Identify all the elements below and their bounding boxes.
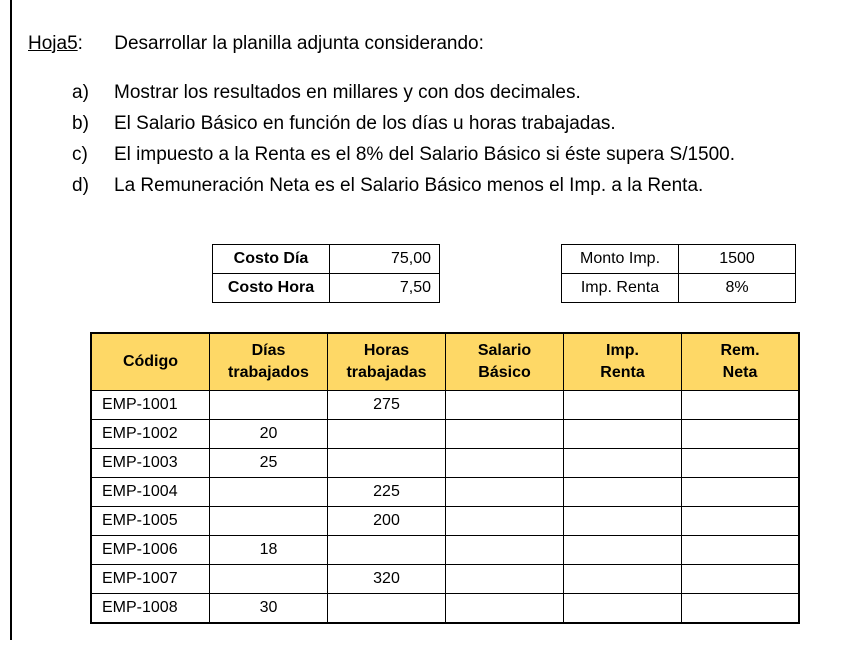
header-net: Rem. Neta bbox=[682, 333, 800, 391]
cell-hours[interactable]: 275 bbox=[328, 391, 446, 420]
param-value[interactable]: 75,00 bbox=[330, 245, 440, 274]
header-salary: Salario Básico bbox=[446, 333, 564, 391]
cell-days[interactable]: 30 bbox=[210, 594, 328, 624]
tax-label: Imp. Renta bbox=[562, 274, 679, 303]
cell-salary[interactable] bbox=[446, 594, 564, 624]
table-row bbox=[91, 420, 799, 449]
header-days: Días trabajados bbox=[210, 333, 328, 391]
instruction-letter: d) bbox=[72, 175, 89, 196]
cell-code[interactable]: EMP-1003 bbox=[91, 449, 210, 478]
title-text: Desarrollar la planilla adjunta considerando: bbox=[114, 33, 484, 54]
cell-days[interactable] bbox=[210, 391, 328, 420]
cell-tax[interactable] bbox=[564, 478, 682, 507]
instruction-text: Mostrar los resultados en millares y con dos decimales. bbox=[114, 82, 581, 103]
instruction-letter: b) bbox=[72, 113, 89, 134]
cell-salary[interactable] bbox=[446, 420, 564, 449]
table-header-row bbox=[91, 333, 799, 391]
cell-net[interactable] bbox=[682, 478, 800, 507]
cell-tax[interactable] bbox=[564, 391, 682, 420]
instruction-text: El impuesto a la Renta es el 8% del Salario Básico si éste supera S/1500. bbox=[114, 144, 736, 165]
page-title bbox=[28, 33, 484, 55]
tax-value[interactable]: 1500 bbox=[679, 245, 796, 274]
header-code: Código bbox=[91, 333, 210, 391]
cell-net[interactable] bbox=[682, 420, 800, 449]
table-row bbox=[91, 478, 799, 507]
tax-row bbox=[562, 274, 796, 303]
cell-salary[interactable] bbox=[446, 565, 564, 594]
instruction-text: La Remuneración Neta es el Salario Básico menos el Imp. a la Renta. bbox=[114, 175, 704, 196]
cell-days[interactable]: 25 bbox=[210, 449, 328, 478]
cell-days[interactable]: 20 bbox=[210, 420, 328, 449]
param-row bbox=[213, 245, 440, 274]
cell-net[interactable] bbox=[682, 507, 800, 536]
instruction-item bbox=[72, 80, 735, 111]
instruction-item bbox=[72, 142, 735, 173]
cell-hours[interactable]: 200 bbox=[328, 507, 446, 536]
cell-days[interactable]: 18 bbox=[210, 536, 328, 565]
cell-net[interactable] bbox=[682, 449, 800, 478]
payroll-table bbox=[90, 332, 800, 624]
cell-code[interactable]: EMP-1001 bbox=[91, 391, 210, 420]
cell-salary[interactable] bbox=[446, 536, 564, 565]
cost-params-table bbox=[212, 244, 440, 303]
tax-label: Monto Imp. bbox=[562, 245, 679, 274]
cell-hours[interactable] bbox=[328, 449, 446, 478]
page-left-border bbox=[10, 0, 12, 640]
instruction-letter: a) bbox=[72, 82, 89, 103]
tax-value[interactable]: 8% bbox=[679, 274, 796, 303]
table-row bbox=[91, 536, 799, 565]
title-separator: : bbox=[77, 33, 83, 54]
cell-tax[interactable] bbox=[564, 420, 682, 449]
cell-net[interactable] bbox=[682, 391, 800, 420]
cell-tax[interactable] bbox=[564, 449, 682, 478]
cell-net[interactable] bbox=[682, 594, 800, 624]
cell-salary[interactable] bbox=[446, 507, 564, 536]
cell-salary[interactable] bbox=[446, 391, 564, 420]
cell-salary[interactable] bbox=[446, 449, 564, 478]
cell-days[interactable] bbox=[210, 478, 328, 507]
cell-code[interactable]: EMP-1005 bbox=[91, 507, 210, 536]
cell-salary[interactable] bbox=[446, 478, 564, 507]
cell-tax[interactable] bbox=[564, 565, 682, 594]
instruction-item bbox=[72, 173, 735, 204]
cell-code[interactable]: EMP-1008 bbox=[91, 594, 210, 624]
param-value[interactable]: 7,50 bbox=[330, 274, 440, 303]
table-row bbox=[91, 594, 799, 624]
cell-days[interactable] bbox=[210, 565, 328, 594]
cell-tax[interactable] bbox=[564, 594, 682, 624]
tax-params-table bbox=[561, 244, 796, 303]
tax-row bbox=[562, 245, 796, 274]
cell-net[interactable] bbox=[682, 565, 800, 594]
cell-tax[interactable] bbox=[564, 507, 682, 536]
instruction-text: El Salario Básico en función de los días u horas trabajadas. bbox=[114, 113, 616, 134]
cell-code[interactable]: EMP-1002 bbox=[91, 420, 210, 449]
param-label: Costo Hora bbox=[213, 274, 330, 303]
cell-tax[interactable] bbox=[564, 536, 682, 565]
table-row bbox=[91, 449, 799, 478]
cell-hours[interactable] bbox=[328, 420, 446, 449]
param-label: Costo Día bbox=[213, 245, 330, 274]
cell-hours[interactable]: 320 bbox=[328, 565, 446, 594]
cell-hours[interactable]: 225 bbox=[328, 478, 446, 507]
cell-code[interactable]: EMP-1006 bbox=[91, 536, 210, 565]
header-hours: Horas trabajadas bbox=[328, 333, 446, 391]
cell-net[interactable] bbox=[682, 536, 800, 565]
table-row bbox=[91, 565, 799, 594]
table-row bbox=[91, 507, 799, 536]
instructions-list bbox=[72, 80, 735, 204]
cell-hours[interactable] bbox=[328, 536, 446, 565]
instruction-letter: c) bbox=[72, 144, 88, 165]
header-tax: Imp. Renta bbox=[564, 333, 682, 391]
cell-code[interactable]: EMP-1007 bbox=[91, 565, 210, 594]
cell-code[interactable]: EMP-1004 bbox=[91, 478, 210, 507]
instruction-item bbox=[72, 111, 735, 142]
param-row bbox=[213, 274, 440, 303]
table-row bbox=[91, 391, 799, 420]
sheet-name: Hoja5 bbox=[28, 33, 78, 54]
cell-hours[interactable] bbox=[328, 594, 446, 624]
cell-days[interactable] bbox=[210, 507, 328, 536]
